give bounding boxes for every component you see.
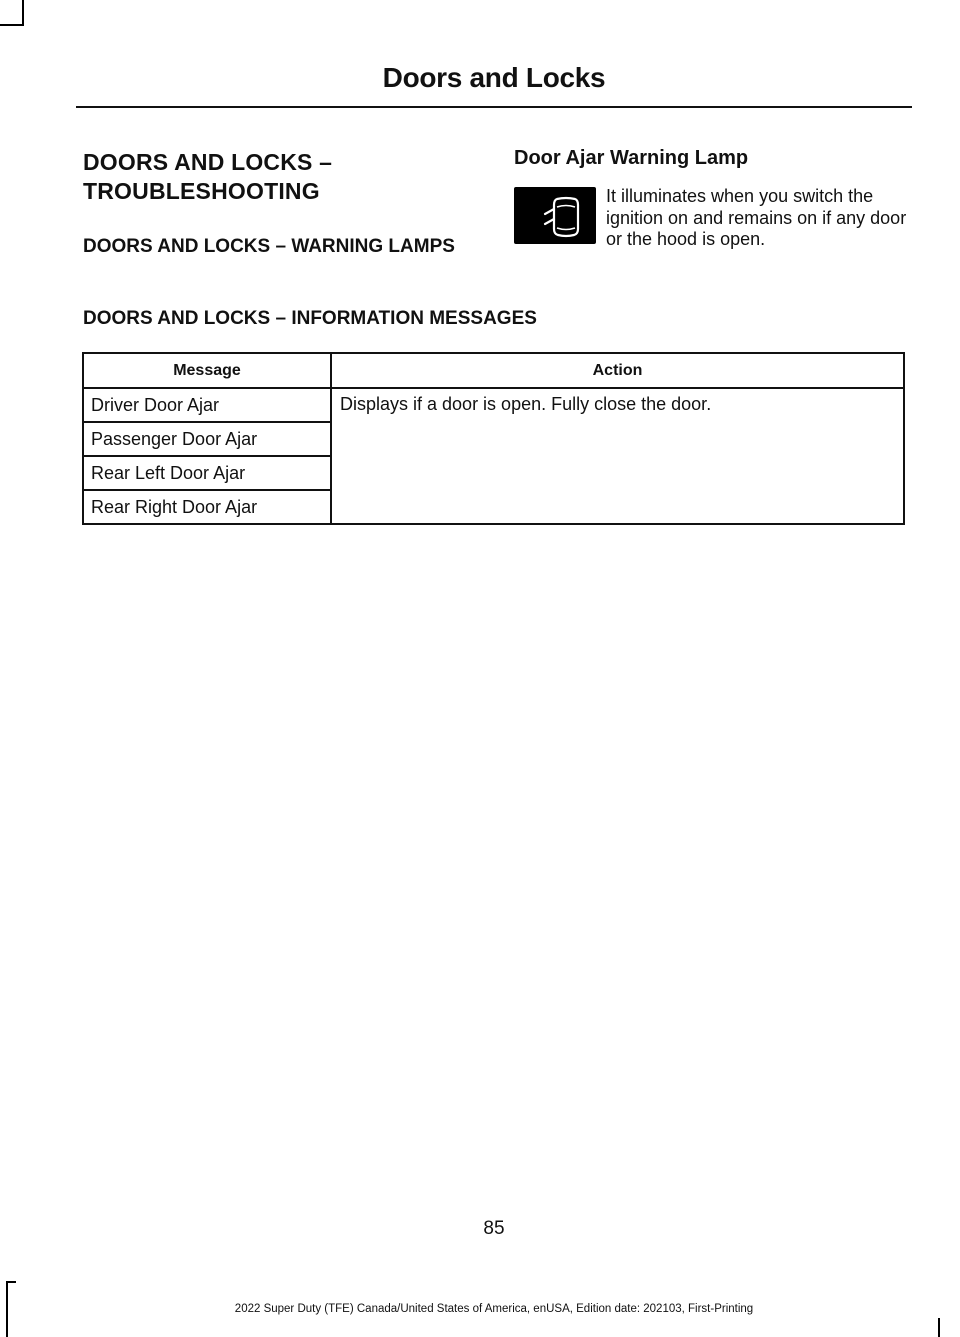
section-title-line2: TROUBLESHOOTING — [83, 178, 320, 204]
header-divider — [76, 106, 912, 108]
column-header-message: Message — [83, 353, 331, 388]
message-cell: Rear Right Door Ajar — [83, 490, 331, 524]
crop-mark — [0, 24, 22, 26]
page-number: 85 — [483, 1218, 505, 1239]
footer-edition-info: 2022 Super Duty (TFE) Canada/United States of America, enUSA, Edition date: 202103, First-Printing — [234, 1303, 754, 1315]
crop-mark — [938, 1318, 940, 1337]
door-ajar-lamp-heading: Door Ajar Warning Lamp — [514, 147, 749, 169]
message-cell: Rear Left Door Ajar — [83, 456, 331, 490]
table-row — [83, 388, 904, 422]
message-cell: Passenger Door Ajar — [83, 422, 331, 456]
door-ajar-lamp-description: It illuminates when you switch the ignition on and remains on if any door or the hood is open. — [606, 186, 907, 249]
section-title — [83, 148, 503, 206]
door-ajar-icon — [514, 187, 596, 244]
table-header-row — [83, 353, 904, 388]
information-messages-table — [82, 352, 905, 525]
action-cell: Displays if a door is open. Fully close the door. — [331, 388, 904, 524]
warning-lamps-heading: DOORS AND LOCKS – WARNING LAMPS — [83, 236, 455, 257]
crop-mark — [6, 1281, 16, 1283]
column-header-action: Action — [331, 353, 904, 388]
message-cell: Driver Door Ajar — [83, 388, 331, 422]
crop-mark — [22, 0, 24, 26]
section-title-line1: DOORS AND LOCKS – — [83, 149, 333, 175]
information-messages-heading: DOORS AND LOCKS – INFORMATION MESSAGES — [83, 308, 537, 329]
page-header-title: Doors and Locks — [382, 62, 606, 93]
